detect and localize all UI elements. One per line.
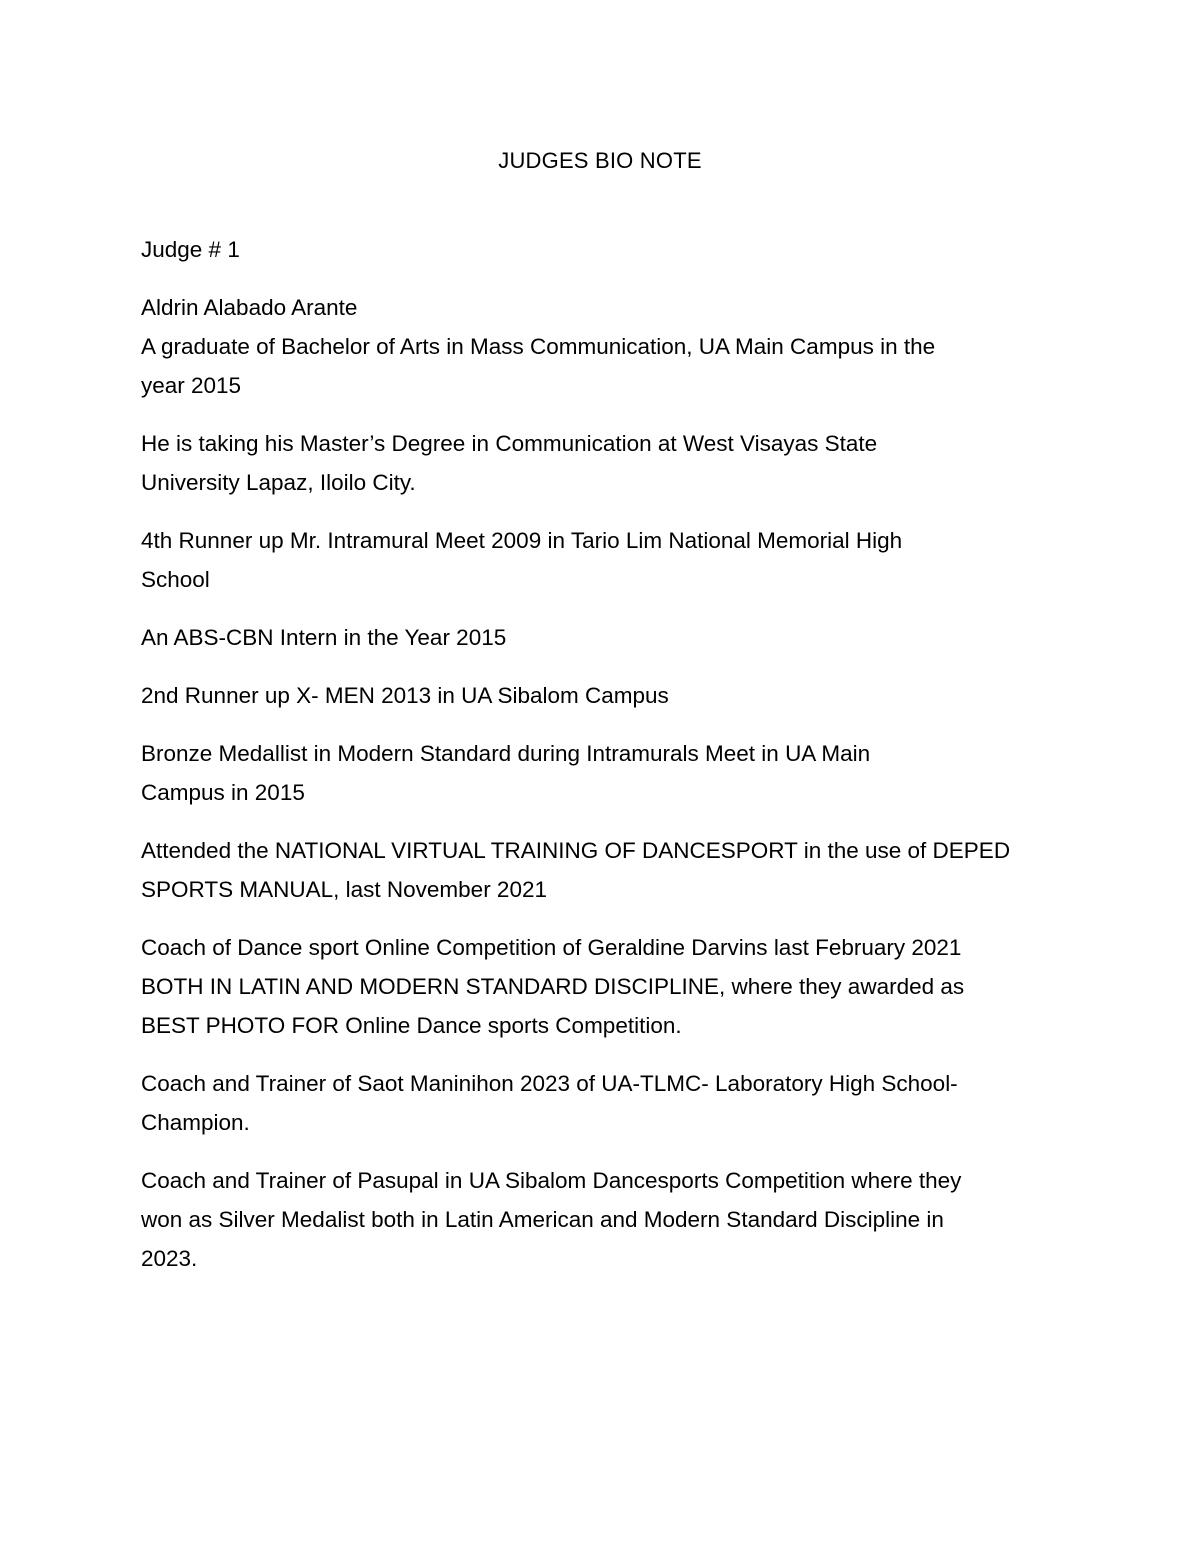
bio-line: year 2015 xyxy=(141,373,242,398)
bio-line: Bronze Medallist in Modern Standard during Intramurals Meet in UA Main xyxy=(141,741,871,766)
bio-paragraph-saot-maninihon xyxy=(141,1064,1061,1142)
bio-line: 4th Runner up Mr. Intramural Meet 2009 in Tario Lim National Memorial High xyxy=(141,528,903,553)
bio-line: He is taking his Master’s Degree in Communication at West Visayas State xyxy=(141,431,878,456)
bio-line: Champion. xyxy=(141,1110,250,1135)
bio-paragraph-intramural-2009 xyxy=(141,521,1061,599)
bio-line: SPORTS MANUAL, last November 2021 xyxy=(141,877,547,902)
bio-paragraph-pasupal xyxy=(141,1161,1061,1278)
bio-line: Campus in 2015 xyxy=(141,780,305,805)
document-body xyxy=(141,230,1061,1297)
bio-line: An ABS-CBN Intern in the Year 2015 xyxy=(141,625,507,650)
bio-paragraph-bronze-medal xyxy=(141,734,1061,812)
bio-line: A graduate of Bachelor of Arts in Mass Communication, UA Main Campus in the xyxy=(141,334,936,359)
bio-line: Coach of Dance sport Online Competition of Geraldine Darvins last February 2021 xyxy=(141,935,962,960)
bio-line: 2nd Runner up X- MEN 2013 in UA Sibalom Campus xyxy=(141,683,669,708)
judge-label xyxy=(141,230,1061,269)
bio-line: School xyxy=(141,567,210,592)
bio-paragraph-intern xyxy=(141,618,1061,657)
bio-line: won as Silver Medalist both in Latin American and Modern Standard Discipline in xyxy=(141,1207,944,1232)
bio-line: Coach and Trainer of Saot Maninihon 2023 of UA-TLMC- Laboratory High School- xyxy=(141,1071,958,1096)
judge-label-text: Judge # 1 xyxy=(141,237,240,262)
bio-line: 2023. xyxy=(141,1246,198,1271)
bio-paragraph-training xyxy=(141,831,1061,909)
bio-paragraph-education xyxy=(141,327,1061,405)
judge-name: Aldrin Alabado Arante xyxy=(141,295,358,320)
bio-line: Attended the NATIONAL VIRTUAL TRAINING OF DANCESPORT in the use of DEPED xyxy=(141,838,1011,863)
document-title: JUDGES BIO NOTE xyxy=(498,148,702,173)
bio-paragraph-masters xyxy=(141,424,1061,502)
bio-paragraph-x-men xyxy=(141,676,1061,715)
bio-line: University Lapaz, Iloilo City. xyxy=(141,470,416,495)
judge-bio xyxy=(141,288,1061,405)
bio-line: Coach and Trainer of Pasupal in UA Sibalom Dancesports Competition where they xyxy=(141,1168,962,1193)
bio-line: BEST PHOTO FOR Online Dance sports Competition. xyxy=(141,1013,682,1038)
bio-line: BOTH IN LATIN AND MODERN STANDARD DISCIPLINE, where they awarded as xyxy=(141,974,965,999)
bio-paragraph-online-coach xyxy=(141,928,1061,1045)
